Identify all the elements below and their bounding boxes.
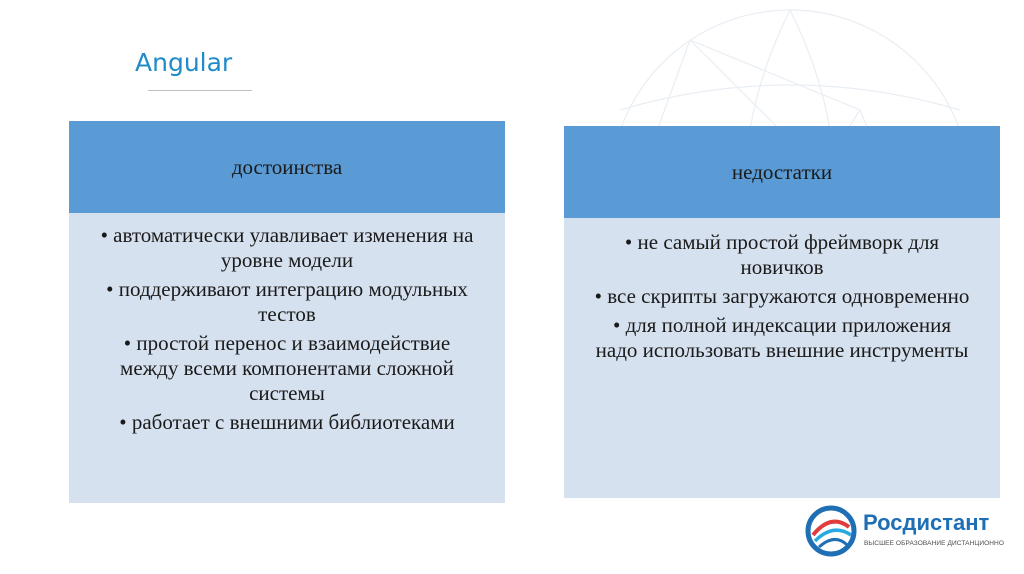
advantages-heading: достоинства [69,121,505,213]
advantages-body [69,213,505,503]
disadvantages-heading: недостатки [564,126,1000,218]
advantages-item: • работает с внешними библиотеками [97,410,477,435]
disadvantages-list [592,230,972,363]
disadvantages-body [564,218,1000,498]
slide-title: Angular [135,48,233,77]
advantages-list [97,223,477,435]
disadvantages-item: • все скрипты загружаются одновременно [592,284,972,309]
logo-name: Росдистант [863,510,990,535]
disadvantages-card [564,126,1000,498]
rosdistant-logo [805,505,1005,561]
advantages-item: • автоматически улавливает изменения на уровне модели [97,223,477,273]
title-underline [148,90,252,91]
rosdistant-swirl-icon [805,505,857,557]
advantages-card [69,121,505,503]
advantages-item: • простой перенос и взаимодействие между всеми компонентами сложной системы [97,331,477,406]
disadvantages-item: • для полной индексации приложения надо использовать внешние инструменты [592,313,972,363]
logo-tagline: ВЫСШЕЕ ОБРАЗОВАНИЕ ДИСТАНЦИОННО [864,540,1004,547]
disadvantages-item: • не самый простой фреймворк для новичков [592,230,972,280]
advantages-item: • поддерживают интеграцию модульных тестов [97,277,477,327]
